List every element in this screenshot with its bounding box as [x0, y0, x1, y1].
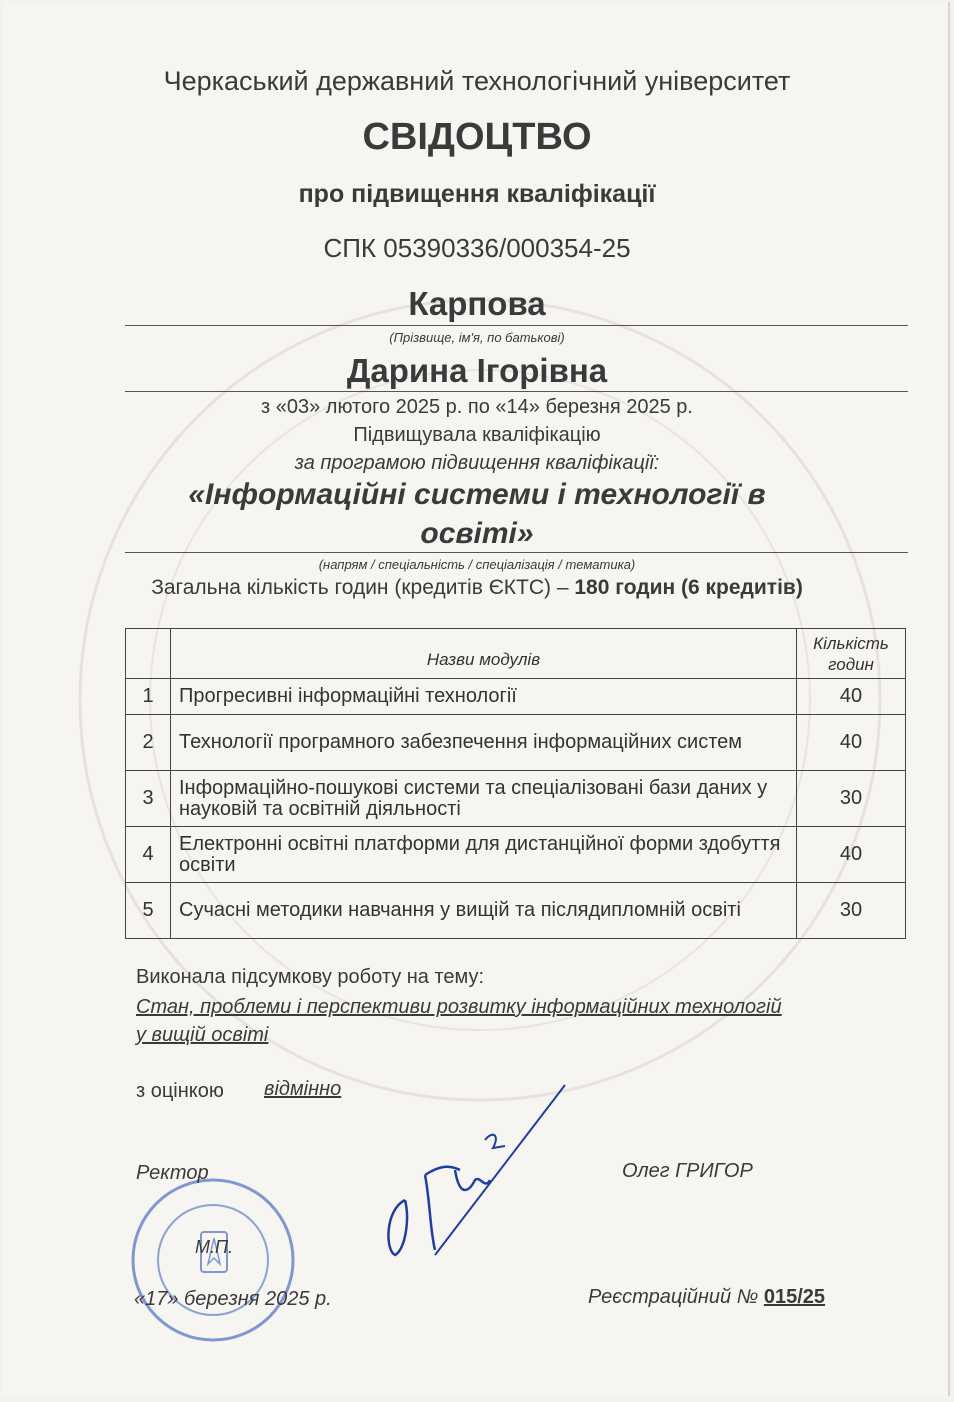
modules-table — [125, 628, 906, 939]
table-row — [126, 679, 906, 715]
university-stamp — [128, 1160, 298, 1360]
table-row — [126, 771, 906, 827]
divider — [125, 552, 908, 553]
row-number: 3 — [126, 771, 171, 827]
program-caption — [0, 557, 954, 572]
row-hours: 40 — [797, 715, 906, 771]
registration-number: 015/25 — [763, 1286, 826, 1308]
registration — [588, 1286, 825, 1309]
signer-title: Ректор — [136, 1162, 209, 1184]
surname: Карпова — [408, 285, 546, 322]
row-hours: 40 — [797, 827, 906, 883]
row-module-name: Електронні освітні платформи для дистанційної форми здобуття освіти — [171, 827, 797, 883]
rector-signature — [375, 1080, 575, 1270]
document-number: СПК 05390336/000354-25 — [323, 233, 631, 263]
study-period: з «03» лютого 2025 р. по «14» березня 2025 р. — [261, 396, 693, 418]
final-work-label: Виконала підсумкову роботу на тему: — [136, 966, 485, 988]
table-row — [126, 883, 906, 939]
row-number: 5 — [126, 883, 171, 939]
grade-label: з оцінкою — [136, 1080, 224, 1102]
issue-date: «17» березня 2025 р. — [134, 1288, 332, 1310]
header-hours: Кількість годин — [797, 629, 906, 679]
row-module-name: Технології програмного забезпечення інформаційних систем — [171, 715, 797, 771]
total-hours — [0, 576, 954, 600]
row-number: 1 — [126, 679, 171, 715]
row-module-name: Сучасні методики навчання у вищій та післядипломній освіті — [171, 883, 797, 939]
given-names: Дарина Ігорівна — [346, 352, 608, 389]
document-title: СВІДОЦТВО — [362, 116, 592, 158]
program-caption-text: (напрям / спеціальність / спеціалізація / тематика) — [318, 557, 636, 572]
header-number — [126, 629, 171, 679]
program-title-line2: освіті» — [420, 517, 534, 550]
row-number: 2 — [126, 715, 171, 771]
table-row — [126, 715, 906, 771]
registration-label: Реєстраційний № — [588, 1286, 759, 1308]
row-hours: 30 — [797, 883, 906, 939]
row-number: 4 — [126, 827, 171, 883]
row-hours: 30 — [797, 771, 906, 827]
divider — [125, 391, 908, 392]
row-module-name: Прогресивні інформаційні технології — [171, 679, 797, 715]
total-hours-value: 180 годин (6 кредитів) — [574, 576, 803, 599]
divider — [125, 325, 908, 326]
total-hours-label: Загальна кількість годин (кредитів ЄКТС) – — [151, 576, 569, 599]
row-hours: 40 — [797, 679, 906, 715]
action-text: Підвищувала кваліфікацію — [353, 424, 601, 446]
university-name: Черкаський державний технологічний університет — [163, 66, 791, 96]
header-module-name: Назви модулів — [171, 629, 797, 679]
signer-name: Олег ГРИГОР — [622, 1160, 753, 1182]
surname-caption: (Прізвище, ім'я, по батькові) — [389, 330, 565, 345]
final-work-title-line2: у вищій освіті — [136, 1024, 269, 1046]
table-header-row — [126, 629, 906, 679]
table-row — [126, 827, 906, 883]
grade-value: відмінно — [264, 1078, 342, 1100]
final-work-title-line1: Стан, проблеми і перспективи розвитку інформаційних технологій — [136, 996, 782, 1018]
program-title-line1: «Інформаційні системи і технології в — [188, 478, 766, 511]
program-intro: за програмою підвищення кваліфікації: — [294, 452, 660, 474]
row-module-name: Інформаційно-пошукові системи та спеціалізовані бази даних у науковій та освітній діяльності — [171, 771, 797, 827]
document-subtitle: про підвищення кваліфікації — [298, 180, 656, 208]
seal-mark: М.П. — [195, 1237, 234, 1257]
